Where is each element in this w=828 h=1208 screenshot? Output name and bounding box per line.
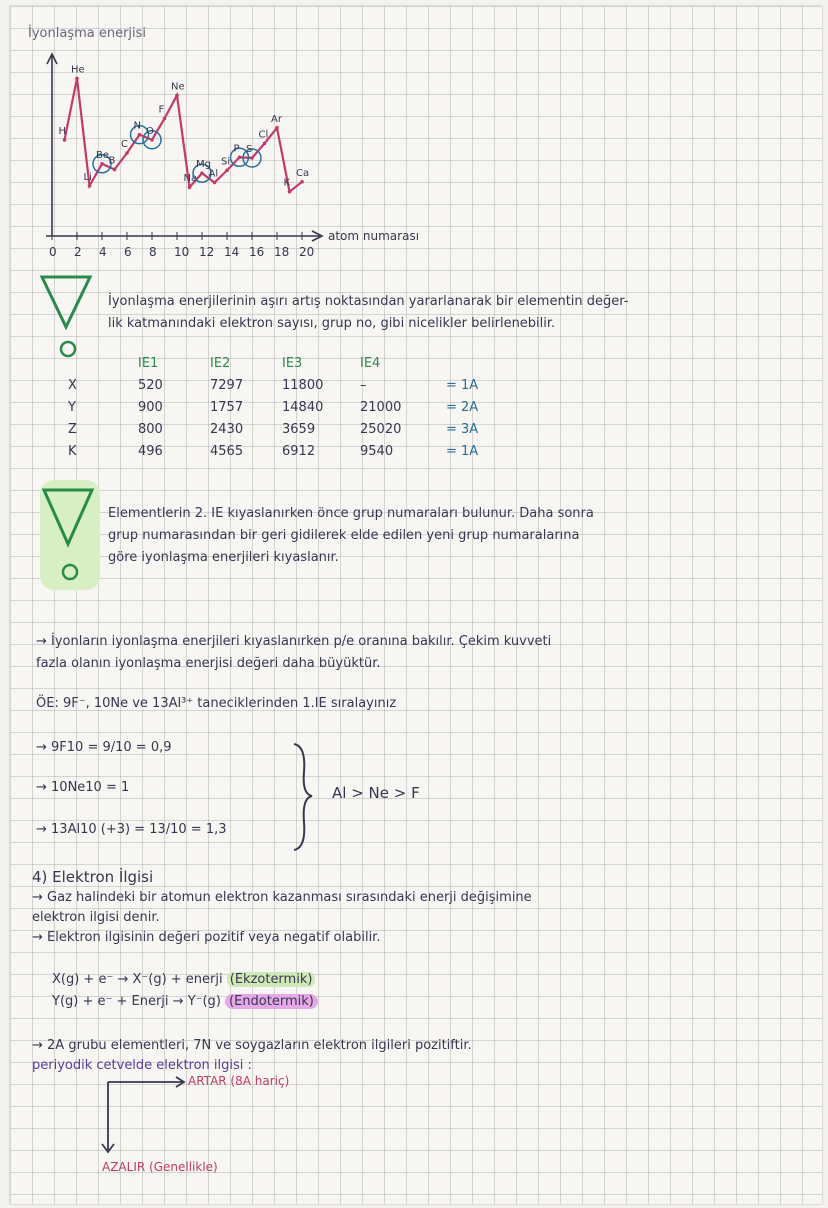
data-point: [163, 117, 167, 121]
ie-cell: 9540: [360, 444, 394, 459]
section4-line-1: → Gaz halindeki bir atomun elektron kazanması sırasındaki enerji değişimine: [32, 890, 532, 905]
arrow-right-label: ARTAR (8A hariç): [188, 1074, 290, 1088]
trend-arrows: [90, 1072, 330, 1192]
x-tick-label: 14: [224, 245, 240, 259]
note2-line: göre iyonlaşma enerjileri kıyaslanır.: [108, 550, 339, 565]
point-label: Si: [221, 156, 231, 168]
ie-cell: 6912: [282, 444, 316, 459]
data-point: [113, 168, 117, 172]
point-label: Al: [208, 168, 219, 180]
ie-cell: 800: [138, 422, 163, 437]
ie-cell: 900: [138, 400, 163, 415]
example-line-1: → 9F10 = 9/10 = 0,9: [36, 740, 172, 755]
data-point: [100, 162, 104, 166]
ie-header: IE3: [282, 356, 303, 371]
point-label: C: [121, 139, 128, 151]
point-label: Ca: [296, 167, 310, 179]
example-result: Al > Ne > F: [332, 784, 420, 802]
point-label: P: [233, 143, 240, 155]
point-label: Na: [183, 173, 198, 185]
data-point: [63, 138, 67, 142]
x-tick-label: 2: [74, 245, 82, 259]
data-point: [288, 190, 292, 194]
ie-row-element: X: [68, 378, 77, 393]
note1-line: İyonlaşma enerjilerinin aşırı artış noktasından yararlanarak bir elementin değer-: [108, 294, 629, 309]
note2-line: Elementlerin 2. IE kıyaslanırken önce grup numaraları bulunur. Daha sonra: [108, 506, 594, 521]
data-point: [213, 181, 217, 185]
exo-tag: (Ekzotermik): [227, 972, 316, 987]
equation-exo-text: X(g) + e⁻ → X⁻(g) + enerji: [52, 972, 223, 987]
triangle-icon-2: [40, 484, 100, 584]
point-label: H: [58, 125, 67, 137]
periodic-label: periyodik cetvelde elektron ilgisi :: [32, 1058, 252, 1073]
ie-header: IE1: [138, 356, 159, 371]
ie-row-group: = 1A: [446, 378, 479, 393]
section4-line-3: → Elektron ilgisinin değeri pozitif veya negatif olabilir.: [32, 930, 381, 945]
ie-cell: 7297: [210, 378, 244, 393]
point-label: Cl: [258, 129, 269, 141]
point-label: Ar: [271, 113, 282, 125]
equation-endo: [52, 994, 318, 1009]
section4-line-2: elektron ilgisi denir.: [32, 910, 160, 925]
ie-row-group: = 1A: [446, 444, 479, 459]
point-label: Mg: [196, 159, 211, 171]
point-label: S: [246, 144, 253, 155]
data-point: [300, 180, 304, 184]
x-tick-label: 4: [99, 245, 107, 259]
note2-line: grup numarasından bir geri gidilerek elde edilen yeni grup numaralarına: [108, 528, 580, 543]
ie-cell: –: [360, 378, 367, 393]
ie-cell: 14840: [282, 400, 324, 415]
data-point: [150, 138, 154, 142]
x-tick-label: 12: [199, 245, 215, 259]
data-point: [188, 185, 192, 189]
x-tick-label: 10: [174, 245, 190, 259]
equation-exo: [52, 972, 315, 987]
arrow-down-label: AZALIR (Genellikle): [102, 1160, 218, 1174]
endo-tag: (Endotermik): [225, 994, 318, 1009]
x-tick-label: 20: [299, 245, 315, 259]
ie-cell: 2430: [210, 422, 244, 437]
point-label: F: [158, 104, 165, 116]
equation-endo-text: Y(g) + e⁻ + Enerji → Y⁻(g): [52, 994, 221, 1009]
section4-heading: 4) Elektron İlgisi: [32, 868, 154, 886]
x-tick-label: 16: [249, 245, 265, 259]
ie-cell: 3659: [282, 422, 316, 437]
ie-cell: 1757: [210, 400, 244, 415]
data-point: [175, 94, 179, 98]
curly-brace: [290, 742, 320, 852]
ie-row-element: Z: [68, 422, 77, 437]
x-tick-label: 8: [149, 245, 157, 259]
triangle-icon: [38, 271, 98, 361]
point-label: He: [71, 64, 85, 76]
ie-row-group: = 2A: [446, 400, 479, 415]
point-label: Be: [96, 149, 110, 161]
notebook-page: [10, 6, 822, 1204]
x-tick-label: 0: [49, 245, 57, 259]
ie-row-element: K: [68, 444, 77, 459]
ie-row-element: Y: [68, 400, 76, 415]
ie-header: IE2: [210, 356, 231, 371]
example-line-2: → 10Ne10 = 1: [36, 780, 130, 795]
data-point: [263, 142, 267, 146]
data-point: [138, 133, 142, 137]
point-label: O: [146, 125, 154, 137]
ie-cell: 25020: [360, 422, 402, 437]
x-tick-label: 6: [124, 245, 132, 259]
point-label: K: [283, 177, 291, 189]
data-point: [238, 156, 242, 160]
data-point: [225, 169, 229, 173]
ie-cell: 11800: [282, 378, 324, 393]
x-tick-label: 18: [274, 245, 290, 259]
point-label: Li: [83, 171, 92, 183]
ie-cell: 21000: [360, 400, 402, 415]
ie-header: IE4: [360, 356, 381, 371]
example-line-3: → 13Al10 (+3) = 13/10 = 1,3: [36, 822, 227, 837]
note3-line-2: fazla olanın iyonlaşma enerjisi değeri daha büyüktür.: [36, 656, 381, 671]
ie-cell: 4565: [210, 444, 244, 459]
note3-line-1: → İyonların iyonlaşma enerjileri kıyaslanırken p/e oranına bakılır. Çekim kuvveti: [36, 634, 552, 649]
point-label: B: [108, 155, 116, 167]
data-point: [200, 171, 204, 175]
note1-line: lik katmanındaki elektron sayısı, grup no, gibi nicelikler belirlenebilir.: [108, 316, 556, 331]
ionization-energy-graph: [10, 36, 822, 296]
data-point: [75, 77, 79, 81]
data-point: [250, 156, 254, 160]
data-point: [275, 126, 279, 130]
data-point: [88, 184, 92, 188]
data-point: [125, 151, 129, 155]
page-title: İyonlaşma enerjisi: [28, 26, 147, 41]
point-label: N: [133, 120, 141, 132]
ie-row-group: = 3A: [446, 422, 479, 437]
ie-cell: 520: [138, 378, 163, 393]
ie-cell: 496: [138, 444, 163, 459]
section4-line-2a: → 2A grubu elementleri, 7N ve soygazların elektron ilgileri pozitiftir.: [32, 1038, 472, 1053]
x-axis-label: atom numarası: [328, 229, 420, 243]
example-question: ÖE: 9F⁻, 10Ne ve 13Al³⁺ taneciklerinden 1.IE sıralayınız: [36, 696, 397, 711]
point-label: Ne: [171, 81, 185, 93]
